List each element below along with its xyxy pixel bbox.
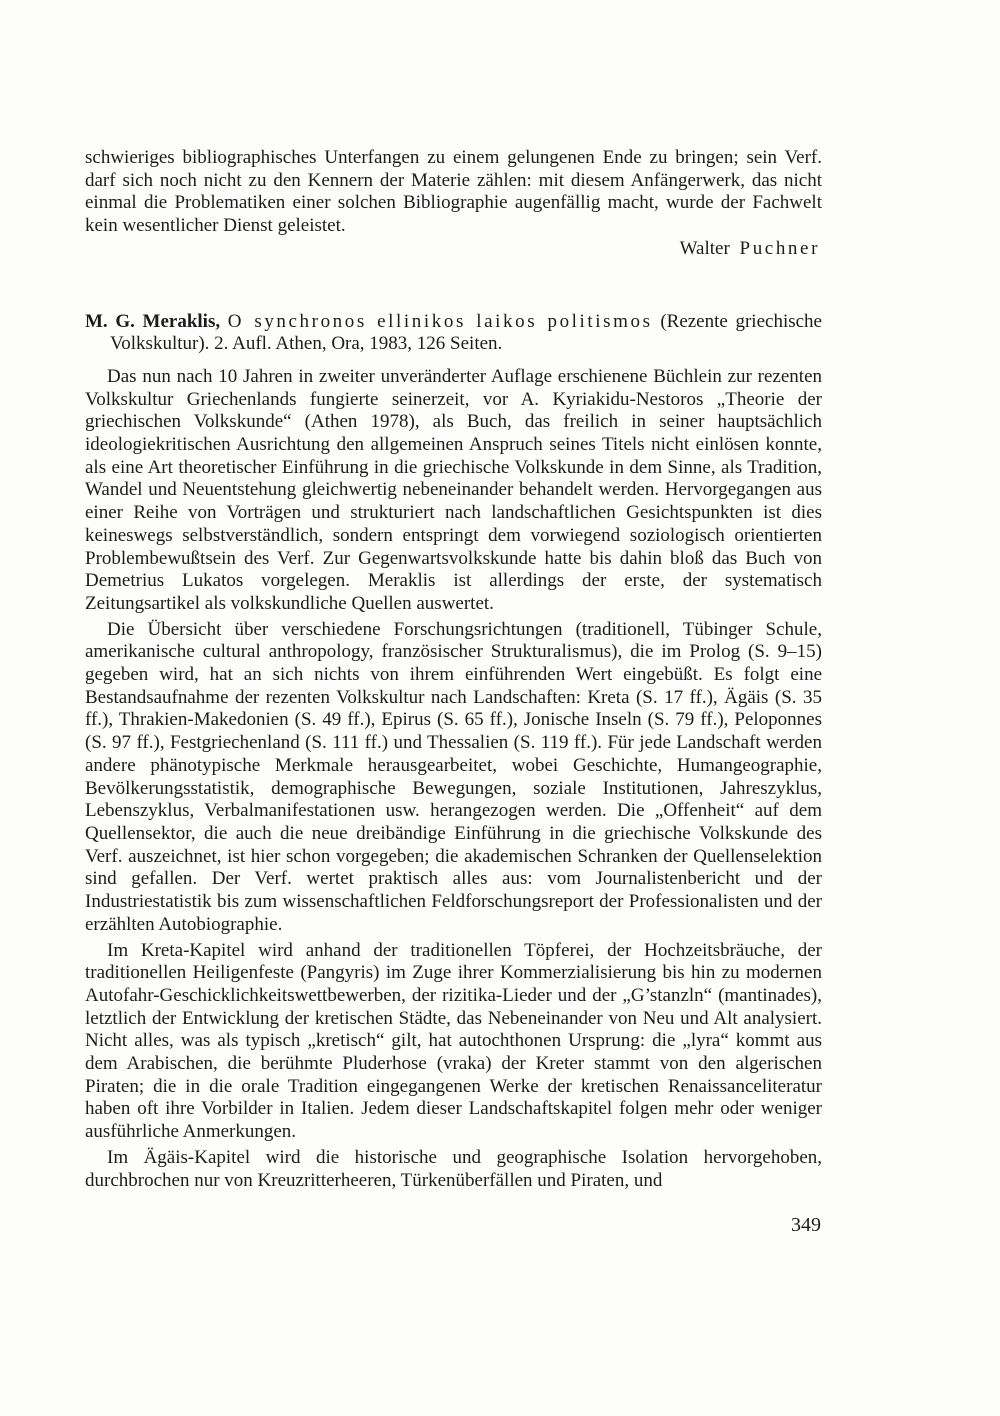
reviewer-last-name: Puchner [739,237,820,259]
review-author: M. G. Meraklis, [85,310,221,332]
closing-paragraph: schwieriges bibliographisches Unterfangen zu einem gelungenen Ende zu bringen; sein Verf. darf sich noch nicht zu den Kennern der Materie zählen: mit diesem Anfängerwerk, das nicht einmal die Problematiken einer solchen Bibliographie augenfällig macht, wurde der Fachwelt kein wesentlicher Dienst geleistet. [85,147,822,237]
previous-review-conclusion [85,147,822,261]
page-number: 349 [791,1214,821,1237]
review-bibliographic-details: (Rezente griechische Volkskultur). 2. Aufl. Athen, Ora, 1983, 126 Seiten. [110,310,822,355]
review-paragraph-1: Das nun nach 10 Jahren in zweiter unveränderter Auflage erschienene Büchlein zur rezenten Volkskultur Griechenlands fungierte seinerzeit, vor A. Kyriakidu-Nestoros „Theorie der griechischen Volkskunde“ (Athen 1978), als Buch, das freilich in seiner hauptsächlich ideologiekritischen Ausrichtung den allgemeinen Anspruch seines Titels nicht einlösen konnte, als eine Art theoretischer Einführung in die griechische Volkskunde in dem Sinne, als Tradition, Wandel und Neuentstehung gleichwertig nebeneinander behandelt werden. Hervorgegangen aus einer Reihe von Vorträgen und strukturiert nach landschaftlichen Gesichtspunkten ist dies keineswegs selbstverständlich, sondern entspringt dem vorwiegend soziologisch orientierten Problembewußtsein des Verf. Zur Gegenwartsvolkskunde hatte bis dahin bloß das Buch von Demetrius Lukatos vorgelegen. Meraklis ist allerdings der erste, der systematisch Zeitungsartikel als volkskundliche Quellen auswertet. [85,365,822,614]
review-heading [85,311,822,356]
reviewer-signature [85,238,822,261]
reviewer-first-name: Walter [679,237,730,259]
book-review [85,311,822,1193]
review-book-title: O synchronos ellinikos laikos politismos [227,310,653,332]
review-paragraph-4: Im Ägäis-Kapitel wird die historische und geographische Isolation hervorgehoben, durchbrochen nur von Kreuzritterheeren, Türkenüberfällen und Piraten, und [85,1146,822,1191]
review-body [85,366,822,1192]
review-paragraph-2: Die Übersicht über verschiedene Forschungsrichtungen (traditionell, Tübinger Schule, amerikanische cultural anthropology, französischer Strukturalismus), die im Prolog (S. 9–15) gegeben wird, hat an sich nichts von ihrem einführenden Wert eingebüßt. Es folgt eine Bestandsaufnahme der rezenten Volkskultur nach Landschaften: Kreta (S. 17 ff.), Ägäis (S. 35 ff.), Thrakien-Makedonien (S. 49 ff.), Epirus (S. 65 ff.), Jonische Inseln (S. 79 ff.), Peloponnes (S. 97 ff.), Festgriechenland (S. 111 ff.) und Thessalien (S. 119 ff.). Für jede Landschaft werden andere phänotypische Merkmale herausgearbeitet, wobei Geschichte, Humangeographie, Bevölkerungsstatistik, demographische Bewegungen, soziale Institutionen, Jahreszyklus, Lebenszyklus, Verbalmanifestationen usw. herangezogen werden. Die „Offenheit“ auf dem Quellensektor, die auch die neue dreibändige Einführung in die griechische Volkskunde des Verf. auszeichnet, ist hier schon vorgegeben; die akademischen Schranken der Quellenselektion sind gefallen. Der Verf. wertet praktisch alles aus: vom Journalistenbericht und der Industriestatistik bis zum wissenschaftlichen Feldforschungsreport der Professionalisten und der erzählten Autobiographie. [85,618,822,935]
review-paragraph-3: Im Kreta-Kapitel wird anhand der traditionellen Töpferei, der Hochzeitsbräuche, der traditionellen Heiligenfeste (Pangyris) im Zuge ihrer Kommerzialisierung bis hin zu modernen Autofahr-Geschicklichkeitswettbewerben, der rizitika-Lieder und der „G’stanzln“ (mantinades), letztlich der Entwicklung der kretischen Städte, das Nebeneinander von Neu und Alt analysiert. Nicht alles, was als typisch „kretisch“ gilt, hat autochthonen Ursprung: die „lyra“ kommt aus dem Arabischen, die berühmte Pluderhose (vraka) der Kreter stammt von den algerischen Piraten; die in die orale Tradition eingegangenen Werke der kretischen Renaissanceliteratur haben oft ihre Vorbilder in Italien. Jedem dieser Landschaftskapitel folgen mehr oder weniger ausführliche Anmerkungen. [85,939,822,1143]
